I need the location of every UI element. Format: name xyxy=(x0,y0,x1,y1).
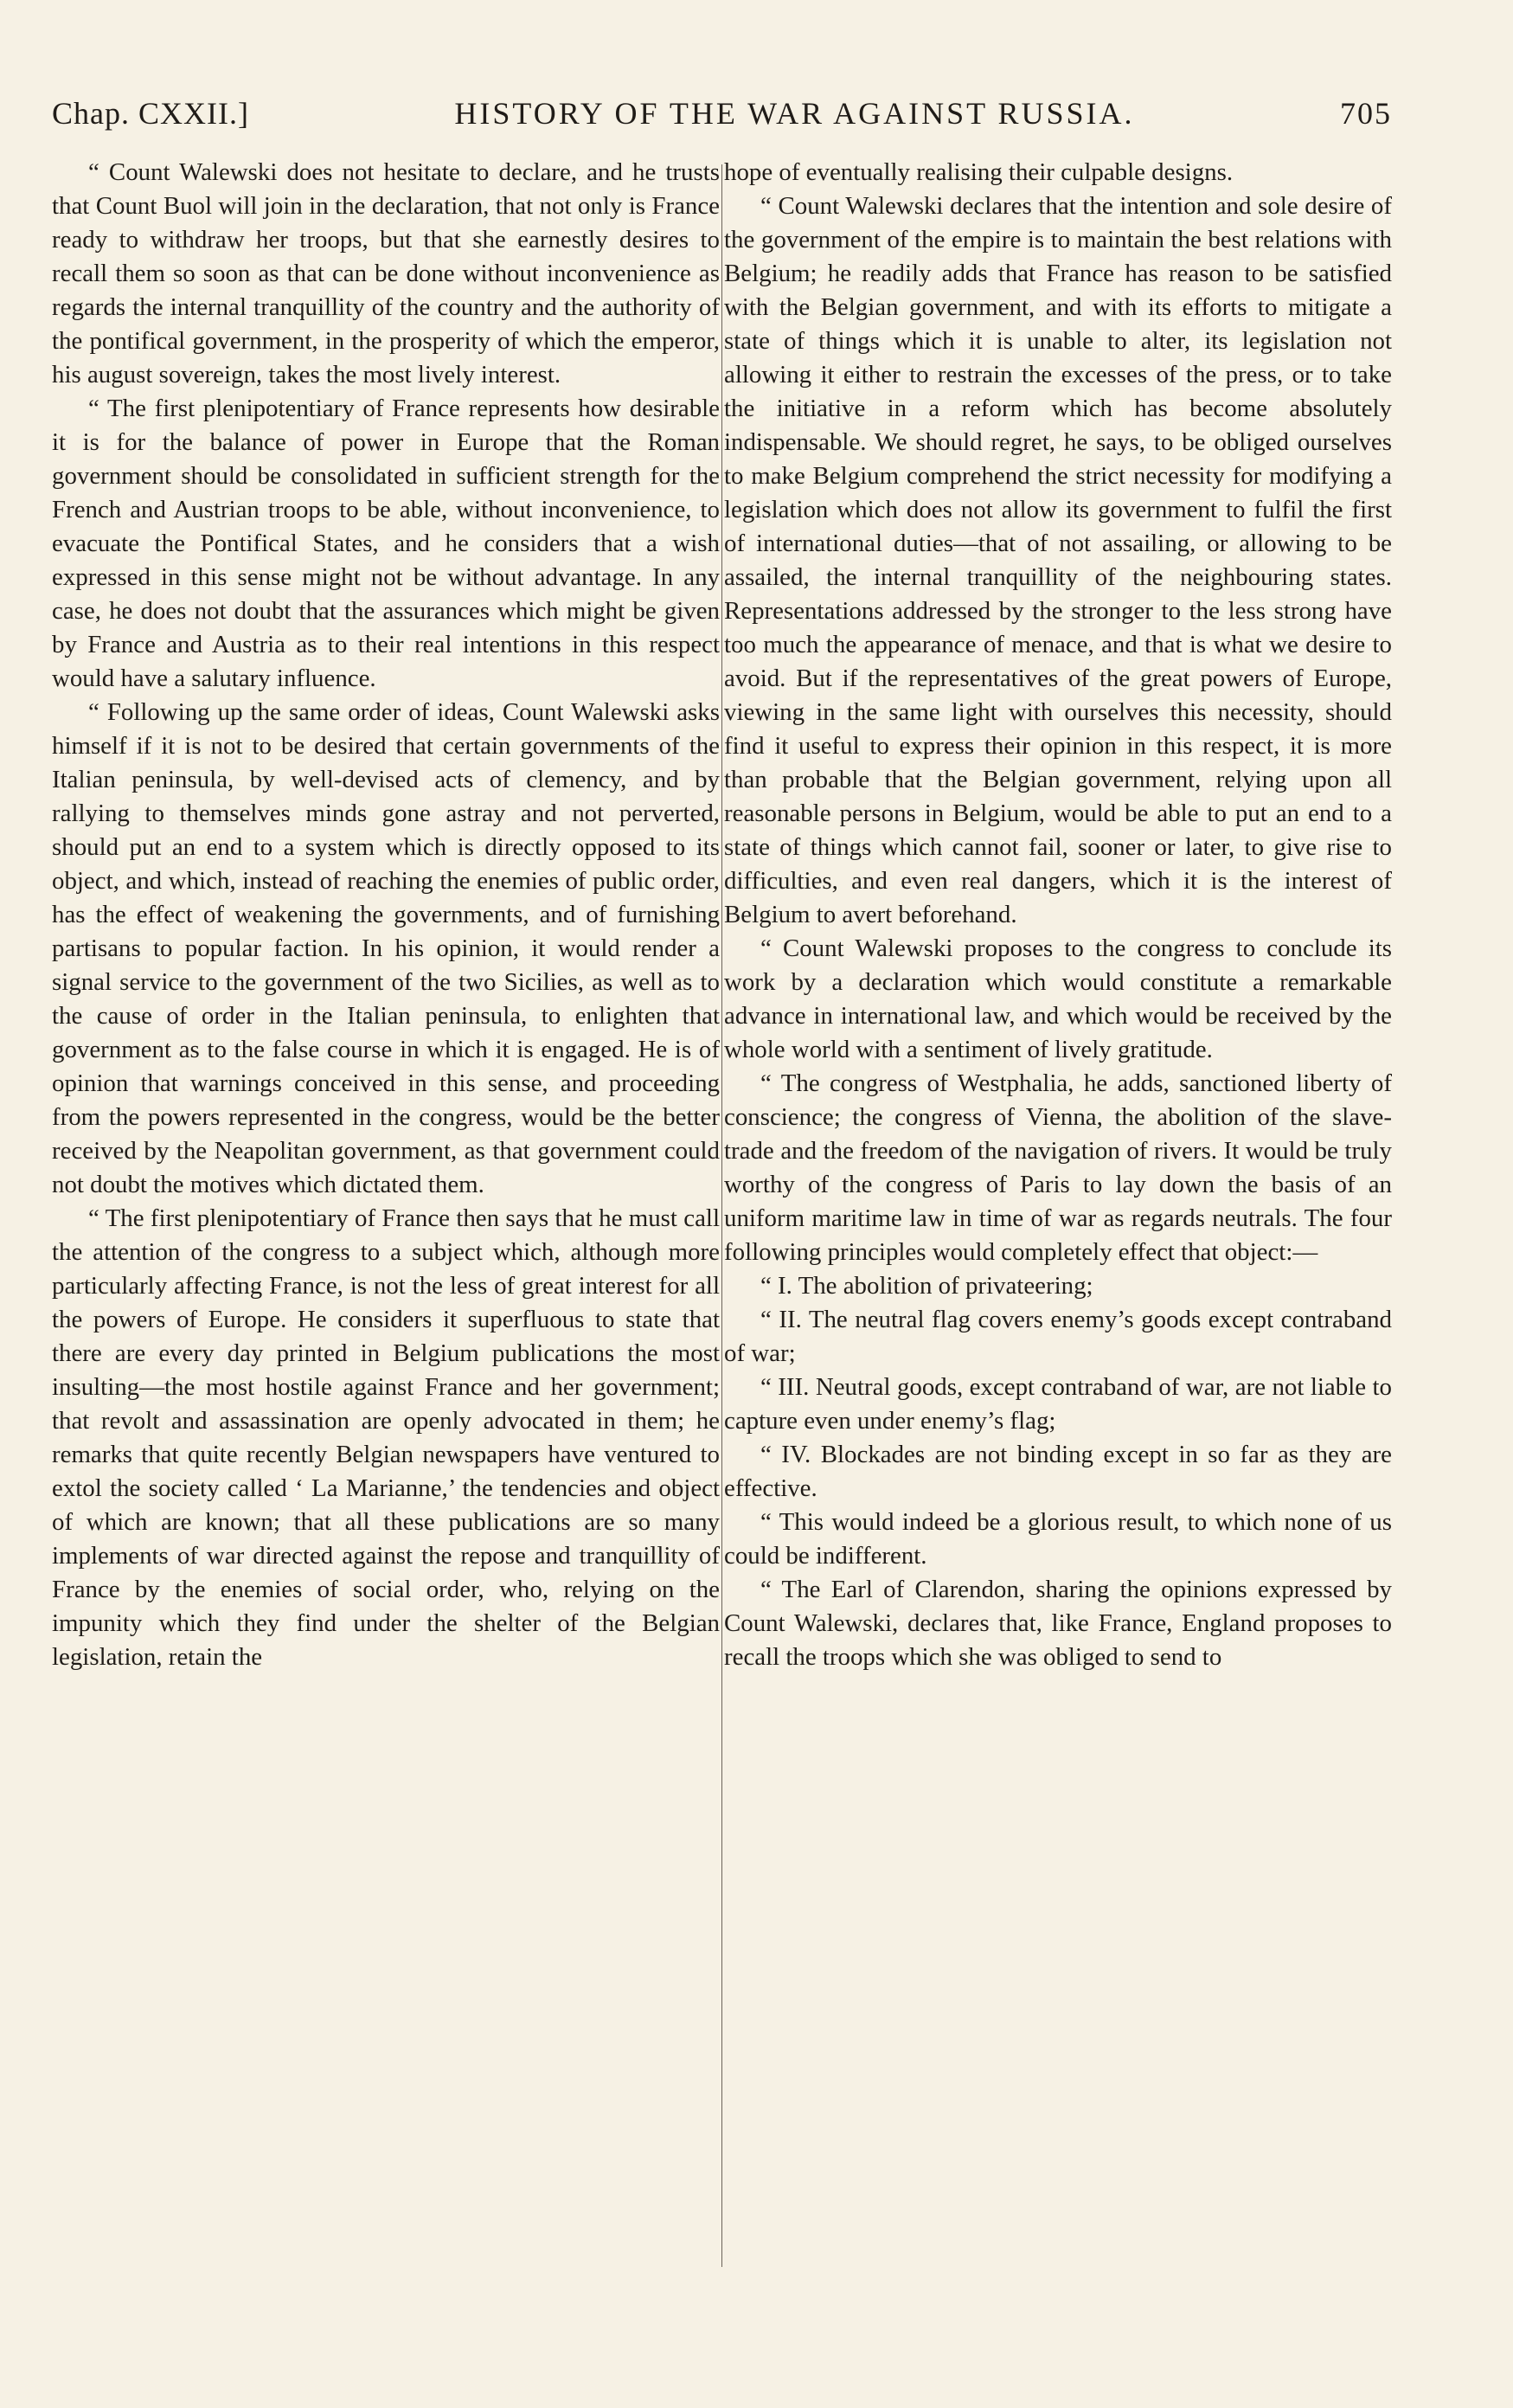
principle-item: “ I. The abolition of privateering; xyxy=(760,1272,1093,1300)
paragraph: “ Count Walewski proposes to the congress to conclude its work by a declaration which would constitute a remarkable advance in international law, and which would be received by the whole world with a sentiment of lively gratitude. xyxy=(724,934,1392,1063)
principle-item: “ IV. Blockades are not binding except in so far as they are effective. xyxy=(724,1441,1392,1502)
text-columns xyxy=(52,156,1392,2302)
principle-item: “ II. The neutral flag covers enemy’s goods except contraband of war; xyxy=(724,1306,1392,1367)
paragraph: “ Count Walewski does not hesitate to declare, and he trusts that Count Buol will join in the declaration, that not only is France ready to withdraw her troops, but that she earnestly desires to recall them so soon as that can be done without inconvenience as regards the internal tranquillity of the country and the authority of the pontifical government, in the prosperity of which the emperor, his august sovereign, takes the most lively interest. xyxy=(52,158,720,388)
chapter-label: Chap. CXXII.] xyxy=(52,96,249,131)
right-column xyxy=(724,156,1392,2302)
paragraph: “ The first plenipotentiary of France then says that he must call the attention of the congress to a subject which, although more particularly affecting France, is not the less of great interest for all the powers of Europe. He considers it superfluous to state that there are every day printed in Belgium publications the most insulting—the most hostile against France and her government; that revolt and assassination are openly advocated in them; he remarks that quite recently Belgian newspapers have ventured to extol the society called ‘ La Marianne,’ the tendencies and object of which are known; that all these publications are so many implements of war directed against the repose and tranquillity of France by the enemies of social order, who, relying on the impunity which they find under the shelter of the Belgian legislation, retain the xyxy=(52,1204,720,1671)
running-head xyxy=(52,95,1392,137)
principle-item: “ III. Neutral goods, except contraband of war, are not liable to capture even under enemy’s flag; xyxy=(724,1373,1392,1435)
paragraph-continued: hope of eventually realising their culpable designs. xyxy=(724,158,1234,186)
paragraph: “ Count Walewski declares that the intention and sole desire of the government of the empire is to maintain the best relations with Belgium; he readily adds that France has reason to be satisfied with the Belgian government, and with its efforts to mitigate a state of things which it is unable to alter, its legislation not allowing it either to restrain the excesses of the press, or to take the initiative in a reform which has become absolutely indispensable. We should regret, he says, to be obliged ourselves to make Belgium comprehend the strict necessity for modifying a legislation which does not allow its government to fulfil the first of international duties—that of not assailing, or allowing to be assailed, the internal tranquillity of the neighbouring states. Representations addressed by the stronger to the less strong have too much the appearance of menace, and that is what we desire to avoid. But if the representatives of the great powers of Europe, viewing in the same light with ourselves this necessity, should find it useful to express their opinion in this respect, it is more than probable that the Belgian government, relying upon all reasonable persons in Belgium, would be able to put an end to a state of things which cannot fail, sooner or later, to give rise to difficulties, and even real dangers, which it is the interest of Belgium to avert beforehand. xyxy=(724,192,1392,928)
paragraph: “ The first plenipotentiary of France represents how desirable it is for the balance of power in Europe that the Roman government should be consolidated in sufficient strength for the French and Austrian troops to be able, without inconvenience, to evacuate the Pontifical States, and he considers that a wish expressed in this sense might not be without advantage. In any case, he does not doubt that the assurances which might be given by France and Austria as to their real intentions in this respect would have a salutary influence. xyxy=(52,395,720,692)
paragraph: “ This would indeed be a glorious result, to which none of us could be indifferent. xyxy=(724,1508,1392,1570)
paragraph: “ The congress of Westphalia, he adds, sanctioned liberty of conscience; the congress of Vienna, the abolition of the slave-trade and the freedom of the navigation of rivers. It would be truly worthy of the congress of Paris to lay down the basis of an uniform maritime law in time of war as regards neutrals. The four following principles would completely effect that object:— xyxy=(724,1069,1392,1266)
left-column xyxy=(52,156,720,2302)
page-number: 705 xyxy=(1340,96,1392,131)
column-divider xyxy=(721,164,722,2267)
paragraph: “ The Earl of Clarendon, sharing the opinions expressed by Count Walewski, declares that, like France, England proposes to recall the troops which she was obliged to send to xyxy=(724,1576,1392,1671)
paragraph: “ Following up the same order of ideas, Count Walewski asks himself if it is not to be desired that certain governments of the Italian peninsula, by well-devised acts of clemency, and by rallying to themselves minds gone astray and not perverted, should put an end to a system which is directly opposed to its object, and which, instead of reaching the enemies of public order, has the effect of weakening the governments, and of furnishing partisans to popular faction. In his opinion, it would render a signal service to the government of the two Sicilies, as well as to the cause of order in the Italian peninsula, to enlighten that government as to the false course in which it is engaged. He is of opinion that warnings conceived in this sense, and proceeding from the powers represented in the congress, would be the better received by the Neapolitan government, as that government could not doubt the motives which dictated them. xyxy=(52,698,720,1198)
running-title: HISTORY OF THE WAR AGAINST RUSSIA. xyxy=(454,96,1135,131)
